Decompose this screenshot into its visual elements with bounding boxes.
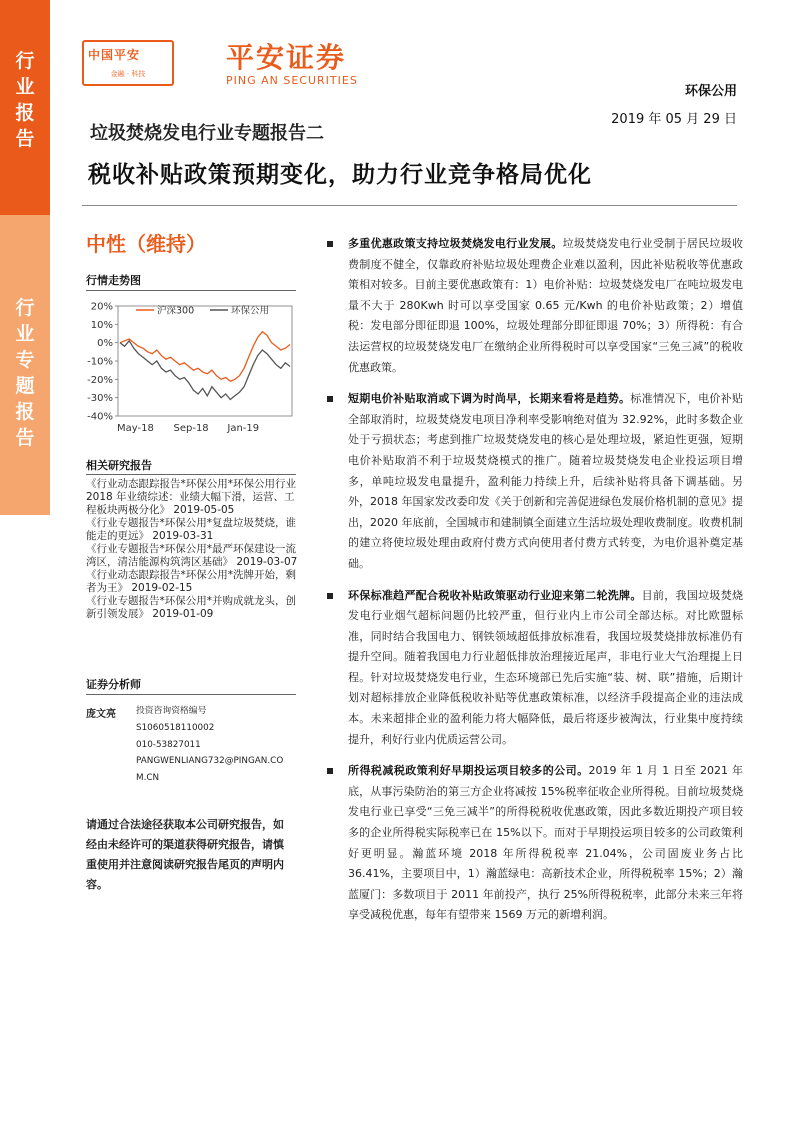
ping-an-logo xyxy=(82,40,174,86)
key-point-lead: 短期电价补贴取消或下调为时尚早，长期来看将是趋势。 xyxy=(348,392,631,406)
key-point-body: 目前，我国垃圾焚烧发电行业烟气超标问题仍比较严重，但行业内上市公司全部达标。对比欧盟标准，同时结合我国电力、钢铁领域超低排放标准看，我国垃圾焚烧排放标准仍有提升空间。随着我国电力行业超低排放治理接近尾声，非电行业大气治理提上日程。针对垃圾焚烧发电行业，生态环境部已先后实施“装、树、联”措施，后期计划对超标排放企业降低税收补贴等优惠政策标准，以经济手段提高企业的违法成本。未来超排企业的盈利能力将大幅降低，最后将逐步被淘汰，行业集中度持续提升，利好行业内优质运营公司。 xyxy=(348,588,744,746)
report-type-char: 告 xyxy=(15,128,35,150)
main-title: 税收补贴政策预期变化，助力行业竞争格局优化 xyxy=(88,162,592,188)
analyst-section-divider xyxy=(86,694,296,695)
key-point-body: 垃圾焚烧发电行业受制于居民垃圾收费制度不健全，仅靠政府补贴垃圾处理费企业难以盈利，因此补贴税收等优惠政策相对较多。目前主要优惠政策有：1）电价补贴：垃圾焚烧发电厂在吨垃圾发电量不大于 280Kwh 时可以享受国家 0.65 元/Kwh 的电价补贴政策；2）增值税：发电部分即征即退 100%，垃圾处理部分即征即退 70%；3）所得税：有合法运营权的垃圾焚烧发电厂在缴纳企业所得税时可以享受国家“三免三减”的税收优惠政策。 xyxy=(348,237,744,374)
y-tick-label: 20% xyxy=(90,301,113,313)
related-section-divider xyxy=(86,474,296,475)
key-point-body: 标准情况下，电价补贴全部取消时，垃圾焚烧发电项目净利率受影响绝对值为 32.92%，此时多数企业处于亏损状态；考虑到推广垃圾焚烧发电的核心是处理垃圾，紧迫性更强，短期电价补贴取消不利于垃圾焚烧模式的推广。随着垃圾焚烧发电企业投运项目增多，单吨垃圾发电量提升，盈利能力持续上升，后续补贴将具备下调基础。另外，2018 年国家发改委印发《关于创新和完善促进绿色发展价格机制的意见》提出，2020 年底前，全国城市和建制镇全面建立生活垃圾处理收费制度。收费机制的建立将使垃圾处理由政府付费方式向使用者付费方式转变，为电价退补奠定基础。 xyxy=(348,392,744,570)
logo-text: 中国平安 xyxy=(88,48,141,62)
market-trend-svg xyxy=(84,296,299,446)
report-subtype-char: 专 xyxy=(15,349,35,371)
analyst-cert-number: S1060518110002 xyxy=(136,722,215,733)
bullet-square-icon xyxy=(327,241,333,247)
chart-frame xyxy=(118,306,292,416)
key-point xyxy=(325,389,743,574)
report-type-char: 报 xyxy=(15,102,35,124)
report-type-tab xyxy=(0,0,50,215)
bullet-square-icon xyxy=(327,396,333,402)
report-subtype-label xyxy=(0,295,50,451)
key-point xyxy=(325,761,743,926)
key-point xyxy=(325,586,743,751)
report-date: 2019 年 05 月 29 日 xyxy=(611,112,737,127)
report-subtype-char: 业 xyxy=(15,323,35,345)
series-line-csi300 xyxy=(120,332,290,382)
related-report-item[interactable]: 《行业动态跟踪报告*环保公用*洗牌开始，剩者为王》 2019-02-15 xyxy=(86,569,296,594)
disclaimer: 请通过合法途径获取本公司研究报告，如经由未经许可的渠道获得研究报告，请慎重使用并注意阅读研究报告尾页的声明内容。 xyxy=(86,818,284,891)
report-type-label xyxy=(0,48,50,152)
analyst-email-cont[interactable]: M.CN xyxy=(136,773,160,784)
y-tick-label: -40% xyxy=(87,411,113,423)
x-tick-label: Jan-19 xyxy=(227,423,260,434)
report-subtype-tab xyxy=(0,215,50,515)
report-type-char: 业 xyxy=(15,76,35,98)
key-point-body: 2019 年 1 月 1 日至 2021 年底，从事污染防治的第三方企业将减按 15%税率征收企业所得税。目前垃圾焚烧发电行业已享受“三免三减半”的所得税税收优惠政策，因此多数近期投产项目较多的企业所得税实际税率已在 15%以下。而对于早期投运项目较多的公司政策利好更明显。瀚蓝环境 2018 年所得税税率 21.04%，公司固废业务占比 36.41%，主要项目中，1）瀚蓝绿电：高新技术企业，所得税税率 15%；2）瀚蓝厦门：多数项目于 2011 年前投产，执行 25%所得税税率，此部分未来三年将享受减税优惠，每年有望带来 1569 万元的新增利润。 xyxy=(348,764,744,922)
brand-name-en: PING AN SECURITIES xyxy=(226,74,358,87)
sector-label: 环保公用 xyxy=(684,84,737,99)
chart-section-divider xyxy=(86,290,296,291)
analyst-phone: 010-53827011 xyxy=(136,739,201,750)
analyst-name: 庞文亮 xyxy=(86,709,116,720)
report-series-title: 垃圾焚烧发电行业专题报告二 xyxy=(90,123,324,144)
report-subtype-char: 行 xyxy=(15,297,35,319)
y-tick-label: 10% xyxy=(90,319,113,331)
key-point-lead: 多重优惠政策支持垃圾焚烧发电行业发展。 xyxy=(348,237,563,250)
report-subtype-char: 题 xyxy=(15,375,35,397)
report-type-char: 行 xyxy=(15,50,35,72)
key-points xyxy=(325,234,743,926)
related-report-item[interactable]: 《行业动态跟踪报告*环保公用*环保公用行业 2018 年业绩综述：业绩大幅下滑，运营、工程板块两极分化》 2019-05-05 xyxy=(86,478,296,516)
rating: 中性（维持） xyxy=(86,232,206,256)
brand-name-cn: 平安证券 xyxy=(226,41,347,74)
y-tick-label: -10% xyxy=(87,356,113,368)
chart-section-label: 行情走势图 xyxy=(86,274,141,287)
analyst-email[interactable]: PANGWENLIANG732@PINGAN.CO xyxy=(136,756,284,767)
key-point-lead: 环保标准趋严配合税收补贴政策驱动行业迎来第二轮洗牌。 xyxy=(348,588,642,602)
legend-label: 沪深300 xyxy=(157,305,195,317)
legend-label: 环保公用 xyxy=(231,305,270,317)
key-point-lead: 所得税减税政策利好早期投运项目较多的公司。 xyxy=(348,764,589,778)
y-tick-label: 0% xyxy=(97,338,113,350)
analyst-cert-label: 投资咨询资格编号 xyxy=(136,706,207,716)
x-tick-label: Sep-18 xyxy=(173,423,209,434)
related-reports-list xyxy=(86,478,298,621)
key-point xyxy=(325,234,743,378)
related-report-item[interactable]: 《行业专题报告*环保公用*最严环保建设一流湾区，清洁能源构筑湾区基础》 2019-03-07 xyxy=(86,543,298,568)
related-report-item[interactable]: 《行业专题报告*环保公用*并购成就龙头，创新引领发展》 2019-01-09 xyxy=(86,595,296,620)
analyst-contact xyxy=(136,703,301,787)
x-tick-label: May-18 xyxy=(116,423,154,434)
bullet-square-icon xyxy=(327,768,333,774)
y-tick-label: -20% xyxy=(87,374,113,386)
header-divider xyxy=(82,205,737,206)
analyst-section-label: 证券分析师 xyxy=(86,678,141,691)
y-tick-label: -30% xyxy=(87,393,113,405)
market-trend-chart xyxy=(84,296,299,446)
related-report-item[interactable]: 《行业专题报告*环保公用*复盘垃圾焚烧，谁能走的更远》 2019-03-31 xyxy=(86,517,296,542)
report-subtype-char: 告 xyxy=(15,427,35,449)
related-section-label: 相关研究报告 xyxy=(86,459,152,472)
bullet-square-icon xyxy=(327,593,333,599)
report-subtype-char: 报 xyxy=(15,401,35,423)
logo-tagline: 金融 · 科技 xyxy=(110,70,146,78)
